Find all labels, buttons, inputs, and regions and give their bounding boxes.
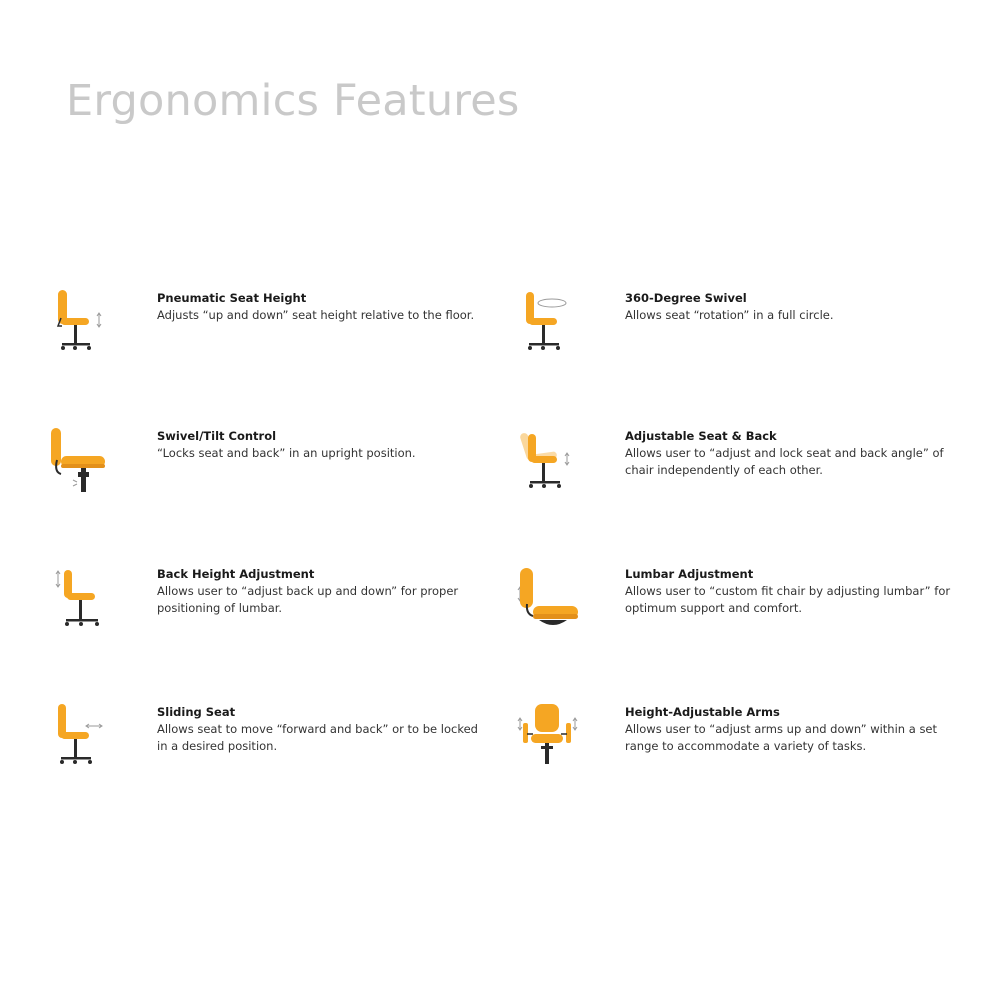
- feature-description: Allows user to “adjust back up and down” for proper positioning of lumbar.: [157, 584, 459, 615]
- feature-lumbar-adjustment: [517, 566, 957, 656]
- feature-title: Pneumatic Seat Height: [157, 291, 307, 305]
- feature-title: Height-Adjustable Arms: [625, 705, 780, 719]
- feature-360-degree-swivel: [517, 290, 957, 380]
- feature-description: Allows user to “custom fit chair by adjusting lumbar” for optimum support and comfort.: [625, 584, 951, 615]
- chair-back-height-icon: [49, 566, 119, 646]
- feature-height-adjustable-arms: [517, 704, 957, 794]
- feature-title: Adjustable Seat & Back: [625, 429, 777, 443]
- feature-description: “Locks seat and back” in an upright position.: [157, 446, 416, 460]
- chair-sliding-seat-icon: [49, 704, 119, 784]
- feature-description: Adjusts “up and down” seat height relative to the floor.: [157, 308, 475, 322]
- feature-title: 360-Degree Swivel: [625, 291, 747, 305]
- feature-swivel-tilt-control: [49, 428, 489, 518]
- chair-swivel-icon: [517, 290, 587, 370]
- feature-description: Allows seat to move “forward and back” or to be locked in a desired position.: [157, 722, 478, 753]
- chair-tilt-control-icon: [49, 428, 119, 508]
- feature-title: Back Height Adjustment: [157, 567, 315, 581]
- feature-title: Swivel/Tilt Control: [157, 429, 277, 443]
- feature-description: Allows seat “rotation” in a full circle.: [625, 308, 834, 322]
- feature-description: Allows user to “adjust arms up and down” within a set range to accommodate a variety of tasks.: [625, 722, 938, 753]
- feature-description: Allows user to “adjust and lock seat and back angle” of chair independently of each other.: [625, 446, 944, 477]
- chair-seat-back-angle-icon: [517, 428, 587, 508]
- chair-adjustable-arms-icon: [517, 704, 587, 784]
- feature-title: Lumbar Adjustment: [625, 567, 754, 581]
- feature-pneumatic-seat-height: [49, 290, 489, 380]
- feature-title: Sliding Seat: [157, 705, 236, 719]
- feature-adjustable-seat-and-back: [517, 428, 957, 518]
- chair-lumbar-icon: [517, 566, 587, 646]
- feature-back-height-adjustment: [49, 566, 489, 656]
- feature-sliding-seat: [49, 704, 489, 794]
- chair-seat-height-icon: [49, 290, 119, 370]
- page-title: Ergonomics Features: [66, 76, 520, 126]
